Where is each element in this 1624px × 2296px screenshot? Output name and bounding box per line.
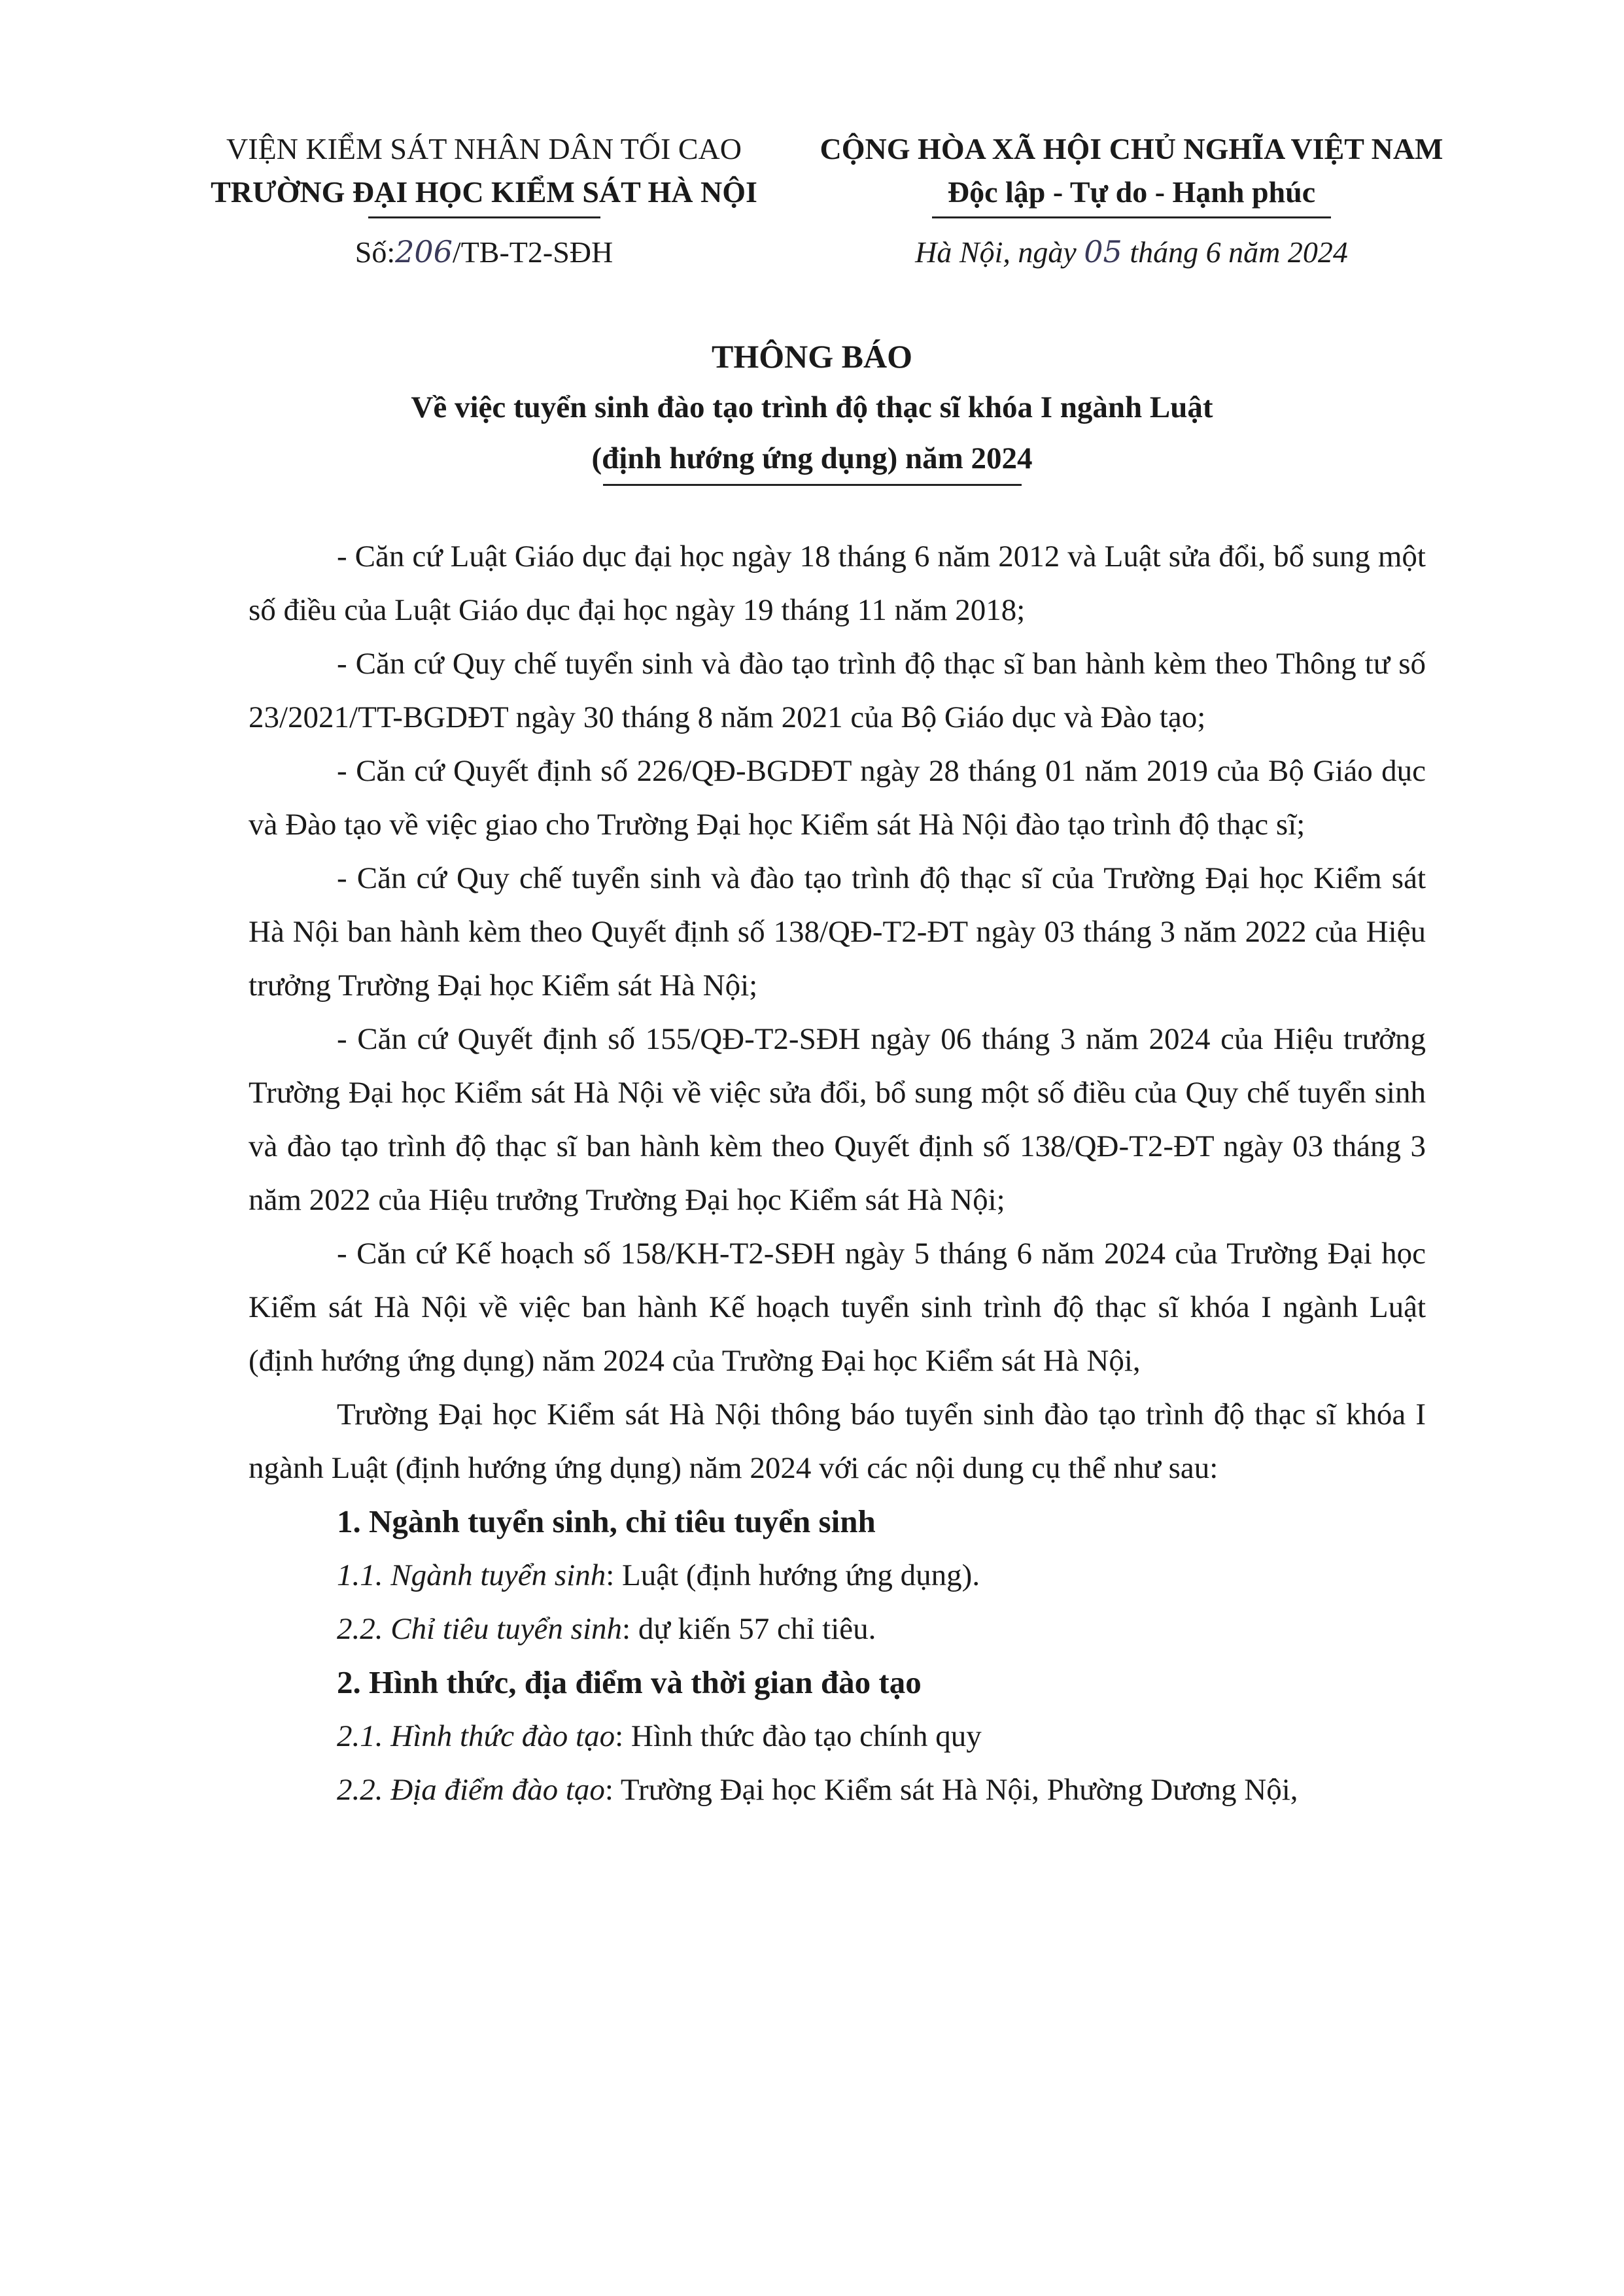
issue-date-suffix: tháng 6 năm 2024 xyxy=(1130,235,1348,269)
item-2-2-label: 2.2. Địa điểm đào tạo xyxy=(337,1773,605,1807)
item-1-1 xyxy=(249,1549,1426,1602)
paragraph-legal-basis-4: - Căn cứ Quy chế tuyển sinh và đào tạo trình độ thạc sĩ của Trường Đại học Kiểm sát Hà Nội ban hành kèm theo Quyết định số 138/QĐ-T2-ĐT ngày 03 tháng 3 năm 2022 của Hiệu trưởng Trường Đại học Kiểm sát Hà Nội; xyxy=(249,861,1426,1002)
issuer-header xyxy=(190,128,778,274)
paragraph-legal-basis-2: - Căn cứ Quy chế tuyển sinh và đào tạo trình độ thạc sĩ ban hành kèm theo Thông tư số 23/2021/TT-BGDĐT ngày 30 tháng 8 năm 2021 của Bộ Giáo dục và Đào tạo; xyxy=(249,647,1426,734)
document-number-suffix: /TB-T2-SĐH xyxy=(452,235,613,269)
motto-underline xyxy=(932,216,1331,218)
item-1-2 xyxy=(249,1602,1426,1656)
issuer-parent-agency: VIỆN KIỂM SÁT NHÂN DÂN TỐI CAO xyxy=(226,132,742,165)
paragraph-legal-basis-6: - Căn cứ Kế hoạch số 158/KH-T2-SĐH ngày 5 tháng 6 năm 2024 của Trường Đại học Kiểm sát Hà Nội về việc ban hành Kế hoạch tuyển sinh trình độ thạc sĩ khóa I ngành Luật (định hướng ứng dụng) năm 2024 của Trường Đại học Kiểm sát Hà Nội, xyxy=(249,1237,1426,1378)
section-heading-1: 1. Ngành tuyển sinh, chỉ tiêu tuyển sinh xyxy=(337,1503,876,1539)
item-1-1-label: 1.1. Ngành tuyển sinh xyxy=(337,1558,606,1592)
document-subtitle-line1: Về việc tuyển sinh đào tạo trình độ thạc sĩ khóa I ngành Luật xyxy=(411,390,1213,424)
paragraph-legal-basis-1: - Căn cứ Luật Giáo dục đại học ngày 18 tháng 6 năm 2012 và Luật sửa đổi, bổ sung một số điều của Luật Giáo dục đại học ngày 19 tháng 11 năm 2018; xyxy=(249,540,1426,627)
item-2-1-text: : Hình thức đào tạo chính quy xyxy=(615,1719,982,1753)
item-2-2-text: : Trường Đại học Kiểm sát Hà Nội, Phường Dương Nội, xyxy=(604,1773,1298,1807)
document-number-handwritten: 206 xyxy=(395,234,453,269)
section-heading-2: 2. Hình thức, địa điểm và thời gian đào tạo xyxy=(337,1664,922,1700)
paragraph-legal-basis-3: - Căn cứ Quyết định số 226/QĐ-BGDĐT ngày 28 tháng 01 năm 2019 của Bộ Giáo dục và Đào tạo về việc giao cho Trường Đại học Kiểm sát Hà Nội đào tạo trình độ thạc sĩ; xyxy=(249,754,1426,842)
issue-date-handwritten: 05 xyxy=(1084,234,1122,269)
item-2-1 xyxy=(249,1709,1426,1763)
national-header xyxy=(804,128,1459,274)
issue-date xyxy=(804,230,1459,274)
title-underline xyxy=(603,484,1022,486)
item-2-2 xyxy=(249,1763,1426,1817)
paragraph-legal-basis-5: - Căn cứ Quyết định số 155/QĐ-T2-SĐH ngày 06 tháng 3 năm 2024 của Hiệu trưởng Trường Đại học Kiểm sát Hà Nội về việc sửa đổi, bổ sung một số điều của Quy chế tuyển sinh và đào tạo trình độ thạc sĩ ban hành kèm theo Quyết định số 138/QĐ-T2-ĐT ngày 03 tháng 3 năm 2022 của Hiệu trưởng Trường Đại học Kiểm sát Hà Nội; xyxy=(249,1022,1426,1217)
item-1-1-text: : Luật (định hướng ứng dụng). xyxy=(606,1558,980,1592)
issue-date-prefix: Hà Nội, ngày xyxy=(915,235,1077,269)
issuer-underline xyxy=(368,216,600,218)
item-1-2-label: 2.2. Chỉ tiêu tuyển sinh xyxy=(337,1612,623,1646)
document-number-prefix: Số: xyxy=(354,235,396,269)
national-title: CỘNG HÒA XÃ HỘI CHỦ NGHĨA VIỆT NAM xyxy=(820,132,1443,165)
document-body xyxy=(249,530,1426,1817)
paragraph-announcement: Trường Đại học Kiểm sát Hà Nội thông báo tuyển sinh đào tạo trình độ thạc sĩ khóa I ngành Luật (định hướng ứng dụng) năm 2024 với các nội dung cụ thể như sau: xyxy=(249,1397,1426,1485)
document-title-block xyxy=(262,334,1362,486)
issuer-name: TRƯỜNG ĐẠI HỌC KIỂM SÁT HÀ NỘI xyxy=(211,175,757,209)
item-2-1-label: 2.1. Hình thức đào tạo xyxy=(337,1719,615,1753)
item-1-2-text: : dự kiến 57 chỉ tiêu. xyxy=(622,1612,876,1646)
document-number xyxy=(190,230,778,274)
document-title: THÔNG BÁO xyxy=(712,338,912,375)
document-subtitle-line2: (định hướng ứng dụng) năm 2024 xyxy=(591,441,1033,475)
national-motto: Độc lập - Tự do - Hạnh phúc xyxy=(947,175,1316,209)
